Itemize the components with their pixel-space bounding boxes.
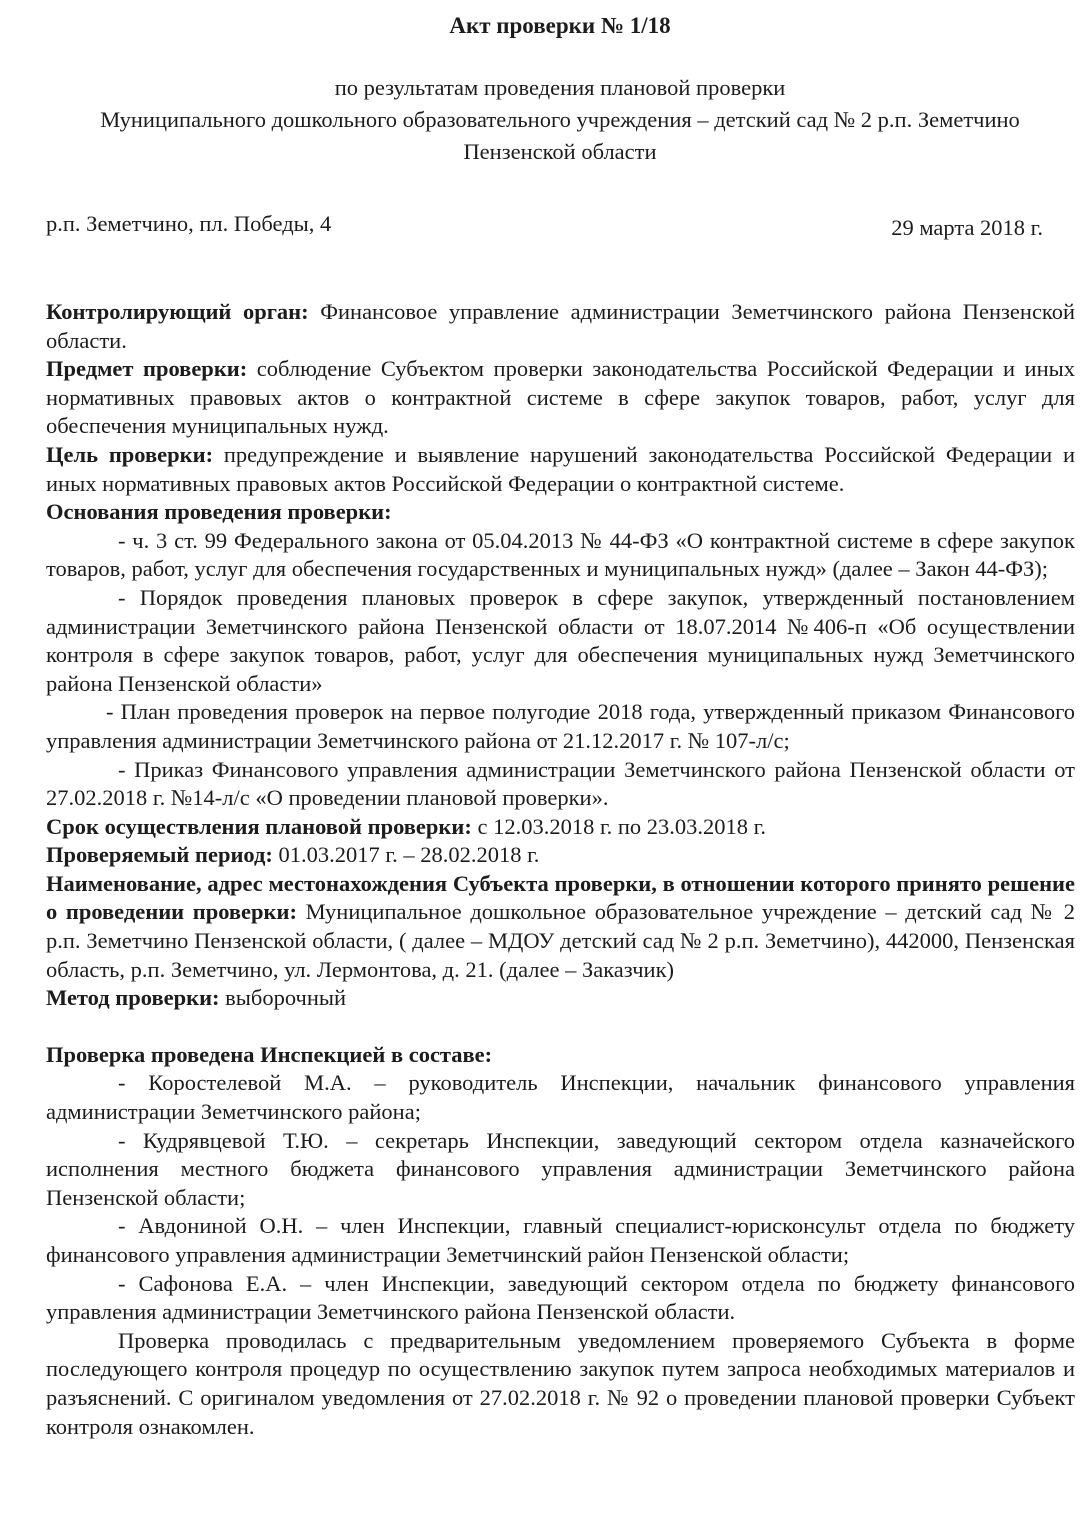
entity-label: Наименование, адрес местонахождения Субъекта проверки, в отношении которого принято решение о проведении проверки: bbox=[46, 870, 1075, 925]
goal-label: Цель проверки: bbox=[46, 441, 214, 467]
period-paragraph bbox=[46, 841, 1075, 870]
inspector-item: - Сафонова Е.А. – член Инспекции, заведующий сектором отдела по бюджету финансового управления администрации Земетчинского района Пензенской области. bbox=[46, 1270, 1075, 1325]
document-body bbox=[46, 298, 1075, 1441]
spacer bbox=[46, 1013, 1075, 1041]
entity-text: Муниципальное дошкольное образовательное учреждение – детский сад № 2 р.п. Земетчино Пензенской области, ( далее – МДОУ детский сад № 2 р.п. Земетчино), 442000, Пензенская область, р.п. Земетчино, ул. Лермонтова, д. 21. (далее – Заказчик) bbox=[46, 899, 1075, 982]
method-label: Метод проверки: bbox=[46, 985, 220, 1011]
inspector-item: - Авдониной О.Н. – член Инспекции, главный специалист-юрисконсульт отдела по бюджету финансового управления администрации Земетчинский район Пензенской области; bbox=[46, 1213, 1075, 1267]
document-place: р.п. Земетчино, пл. Победы, 4 bbox=[46, 211, 332, 236]
document-subtitle bbox=[0, 72, 1088, 168]
term-label: Срок осуществления плановой проверки: bbox=[46, 813, 472, 839]
grounds-heading bbox=[46, 498, 1075, 527]
inspection-label: Проверка проведена Инспекцией в составе: bbox=[46, 1041, 493, 1067]
period-text: 01.03.2017 г. – 28.02.2018 г. bbox=[272, 842, 540, 868]
control-body-text: Финансовое управление администрации Земетчинского района Пензенской области. bbox=[46, 299, 1076, 353]
grounds-item: - План проведения проверок на первое полугодие 2018 года, утвержденный приказом Финансового управления администрации Земетчинского района от 21.12.2017 г. № 107-л/с; bbox=[46, 699, 1075, 753]
grounds-label: Основания проведения проверки: bbox=[46, 499, 392, 525]
inspection-heading bbox=[46, 1041, 1075, 1070]
document-date: 29 марта 2018 г. bbox=[891, 215, 1043, 240]
subject-label: Предмет проверки: bbox=[46, 356, 248, 382]
term-paragraph bbox=[46, 813, 1075, 842]
entity-paragraph bbox=[46, 870, 1075, 984]
method-paragraph bbox=[46, 984, 1075, 1013]
inspector-item: - Коростелевой М.А. – руководитель Инспекции, начальник финансового управления администрации Земетчинского района; bbox=[46, 1070, 1075, 1125]
grounds-item: - Порядок проведения плановых проверок в сфере закупок, утвержденный постановлением администрации Земетчинского района Пензенской области от 18.07.2014 №406-п «Об осуществлении контроля в сфере закупок товаров, работ, услуг для обеспечения муниципальных нужд Земетчинского района Пензенской области» bbox=[46, 584, 1075, 696]
subtitle-line-1: по результатам проведения плановой проверки bbox=[334, 75, 786, 100]
period-label: Проверяемый период: bbox=[46, 842, 273, 868]
term-text: с 12.03.2018 г. по 23.03.2018 г. bbox=[471, 813, 767, 839]
grounds-item: - ч. 3 ст. 99 Федерального закона от 05.04.2013 № 44-ФЗ «О контрактной системе в сфере закупок товаров, работ, услуг для обеспечения государственных и муниципальных нужд» (далее – Закон 44-ФЗ); bbox=[46, 527, 1075, 582]
method-text: выборочный bbox=[219, 985, 347, 1011]
subject-paragraph bbox=[46, 355, 1075, 441]
subject-text: соблюдение Субъектом проверки законодательства Российской Федерации и иных нормативных правовых актов о контрактной системе в сфере закупок товаров, работ, услуг для обеспечения муниципальных нужд. bbox=[46, 356, 1075, 439]
subtitle-line-3: Пензенской области bbox=[463, 139, 657, 164]
closing-paragraph: Проверка проводилась с предварительным уведомлением проверяемого Субъекта в форме последующего контроля процедур по осуществлению закупок путем запроса необходимых материалов и разъяснений. С оригиналом уведомления от 27.02.2018 г. № 92 о проведении плановой проверки Субъект контроля ознакомлен. bbox=[46, 1327, 1075, 1439]
grounds-item: - Приказ Финансового управления администрации Земетчинского района Пензенской области от 27.02.2018 г. №14-л/с «О проведении плановой проверки». bbox=[46, 756, 1075, 811]
subtitle-line-2: Муниципального дошкольного образовательного учреждения – детский сад № 2 р.п. Земетчино bbox=[100, 107, 1020, 132]
inspector-item: - Кудрявцевой Т.Ю. – секретарь Инспекции, заведующий сектором отдела казначейского исполнения местного бюджета финансового управления администрации Земетчинского района Пензенской области; bbox=[46, 1127, 1075, 1210]
control-body-paragraph bbox=[46, 298, 1075, 355]
goal-text: предупреждение и выявление нарушений законодательства Российской Федерации и иных нормативных правовых актов Российской Федерации о контрактной системе. bbox=[46, 441, 1075, 496]
control-body-label: Контролирующий орган: bbox=[46, 299, 309, 324]
document-title: Акт проверки № 1/18 bbox=[449, 13, 671, 38]
goal-paragraph bbox=[46, 441, 1075, 498]
